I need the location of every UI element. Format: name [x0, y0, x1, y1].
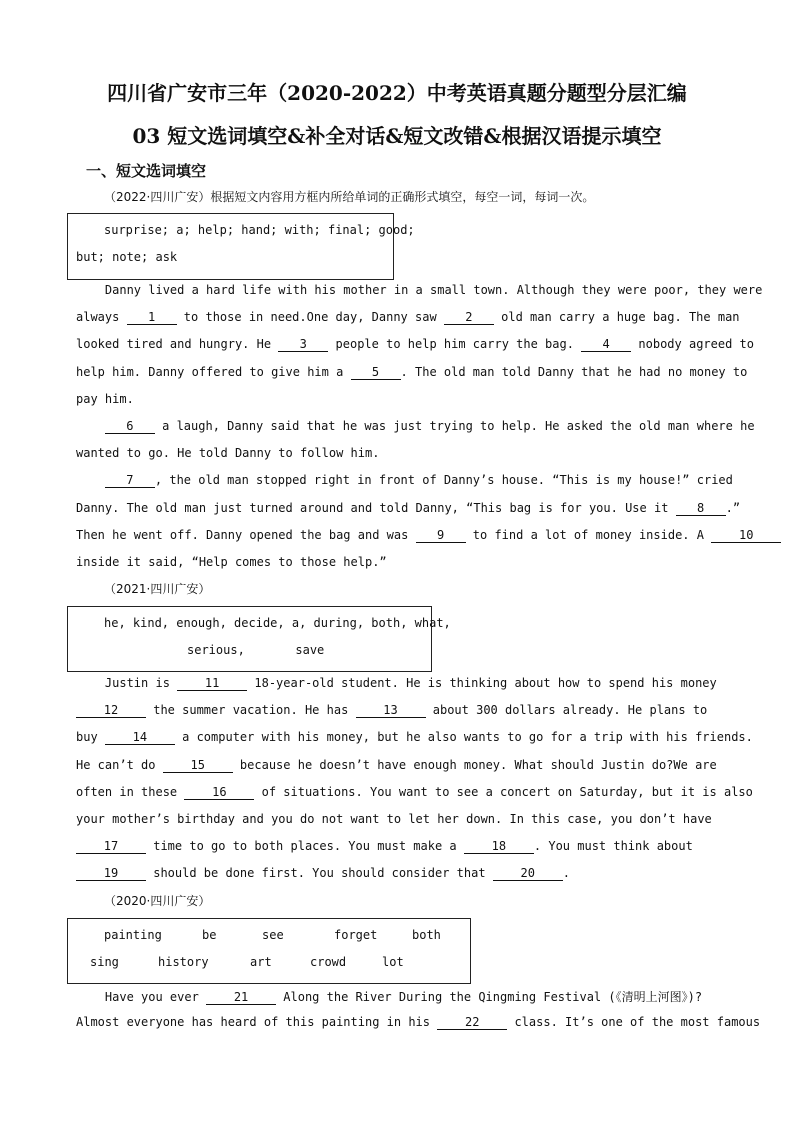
passage-line — [76, 555, 718, 569]
answer-blank[interactable]: 12 — [76, 703, 146, 718]
passage-line — [76, 419, 755, 434]
passage-line — [76, 527, 754, 543]
word-box-2022 — [67, 213, 415, 280]
passage-text: . You must think about — [533, 839, 693, 854]
passage-line — [76, 676, 718, 691]
passage-text: inside it said, “Help comes to those help.” — [76, 555, 387, 569]
answer-blank[interactable]: 10 — [711, 528, 781, 543]
passage-text: Danny. The old man just turned around and told Danny, “This bag is for you. Use it — [76, 500, 676, 515]
answer-blank[interactable]: 5 — [351, 365, 401, 380]
answer-blank[interactable]: 2 — [444, 310, 494, 325]
source-2020: （2020·四川广安） — [104, 894, 211, 908]
word-box-word: painting — [104, 928, 162, 942]
word-box-word: art — [250, 955, 272, 969]
passage-line — [76, 839, 718, 854]
passage-text: . The old man told Danny that he had no money to — [400, 364, 748, 379]
passage-line — [76, 337, 754, 352]
passage-text: Along the River During the Qingming Festival (《清明上河图》)? — [276, 990, 703, 1004]
passage-line — [76, 988, 718, 1005]
answer-blank[interactable]: 8 — [676, 501, 726, 516]
passage-line — [76, 446, 718, 460]
answer-blank[interactable]: 9 — [416, 528, 466, 543]
source-2022: （2022·四川广安）根据短文内容用方框内所给单词的正确形式填空，每空一词，每词一次。 — [104, 190, 595, 204]
answer-blank[interactable]: 4 — [581, 337, 631, 352]
passage-line — [76, 500, 741, 516]
passage-text: class. It’s one of the most famous — [507, 1015, 761, 1030]
passage-line — [76, 1015, 761, 1030]
passage-line — [76, 364, 748, 380]
document-subtitle: 03 短文选词填空&补全对话&短文改错&根据汉语提示填空 — [132, 124, 662, 148]
answer-blank[interactable]: 14 — [105, 730, 175, 745]
passage-text: to those in need.One day, Danny saw — [176, 310, 444, 325]
passage-text: help him. Danny offered to give him a — [76, 364, 351, 379]
passage-text: nobody agreed to — [631, 337, 754, 352]
passage-line — [76, 310, 740, 325]
passage-line — [76, 473, 733, 488]
answer-blank[interactable]: 1 — [127, 310, 177, 325]
passage-text: a laugh, Danny said that he was just trying to help. He asked the old man where he — [154, 419, 755, 433]
word-box-word: crowd — [310, 955, 347, 969]
answer-blank[interactable]: 20 — [493, 866, 563, 881]
passage-text: looked tired and hungry. He — [76, 337, 279, 352]
passage-text: Danny lived a hard life with his mother in a small town. Although they were poor, they were — [76, 283, 763, 297]
passage-text: Justin is — [76, 676, 178, 690]
answer-blank[interactable]: 18 — [464, 839, 534, 854]
word-box-word: history — [158, 955, 209, 969]
section-heading: 一、短文选词填空 — [86, 162, 207, 180]
passage-text: people to help him carry the bag. — [328, 337, 582, 352]
passage-text: to find a lot of money inside. A — [465, 527, 712, 542]
passage-text: Have you ever — [76, 990, 207, 1004]
word-box-2020 — [67, 918, 471, 984]
passage-text: time to go to both places. You must make a — [146, 839, 464, 854]
passage-text: the summer vacation. He has — [146, 703, 356, 718]
passage-text — [76, 473, 105, 487]
answer-blank[interactable]: 15 — [163, 758, 233, 773]
passage-line — [76, 866, 718, 881]
document-title: 四川省广安市三年（2020-2022）中考英语真题分题型分层汇编 — [107, 81, 687, 105]
passage-line — [76, 784, 753, 800]
passage-line — [76, 758, 718, 773]
answer-blank[interactable]: 7 — [105, 473, 155, 488]
passage-line — [76, 730, 753, 745]
answer-blank[interactable]: 3 — [278, 337, 328, 352]
word-box-word: sing — [90, 955, 119, 969]
answer-blank[interactable]: 19 — [76, 866, 146, 881]
passage-text: Almost everyone has heard of this painting in his — [76, 1015, 438, 1030]
word-box-word: both — [412, 928, 441, 942]
word-box-line: serious, save — [187, 643, 325, 657]
answer-blank[interactable]: 17 — [76, 839, 146, 854]
word-box-word: lot — [382, 955, 404, 969]
answer-blank[interactable]: 16 — [184, 785, 254, 800]
passage-line — [76, 283, 763, 297]
passage-text: often in these — [76, 784, 185, 799]
passage-text: .” — [725, 500, 741, 515]
word-box-line: but; note; ask — [76, 250, 178, 264]
word-box-row — [104, 928, 472, 942]
word-box-word: see — [262, 928, 284, 942]
passage-line — [76, 812, 718, 826]
passage-line — [76, 392, 718, 406]
passage-text — [76, 419, 105, 433]
answer-blank[interactable]: 13 — [356, 703, 426, 718]
word-box-word: forget — [334, 928, 378, 942]
passage-text: your mother’s birthday and you do not want to let her down. In this case, you don’t have — [76, 812, 712, 826]
word-box-line: he, kind, enough, decide, a, during, both, what, — [104, 616, 451, 630]
passage-line — [76, 703, 718, 718]
passage-text: because he doesn’t have enough money. What should Justin do?We are — [232, 757, 717, 772]
answer-blank[interactable]: 22 — [437, 1015, 507, 1030]
passage-text: , the old man stopped right in front of Danny’s house. “This is my house!” cried — [154, 473, 733, 488]
answer-blank[interactable]: 11 — [177, 676, 247, 691]
word-box-row — [90, 955, 432, 969]
passage-text: of situations. You want to see a concert on Saturday, but it is also — [254, 784, 753, 799]
passage-text: buy — [76, 730, 105, 745]
source-2021: （2021·四川广安） — [104, 582, 211, 596]
passage-text: . — [562, 866, 571, 881]
passage-text: 18-year-old student. He is thinking about how to spend his money — [247, 676, 717, 690]
word-box-line: surprise; a; help; hand; with; final; good; — [104, 223, 415, 237]
passage-text: wanted to go. He told Danny to follow him. — [76, 446, 380, 461]
passage-text: a computer with his money, but he also wants to go for a trip with his friends. — [174, 730, 753, 745]
word-box-word: be — [202, 928, 217, 942]
passage-text: always — [76, 310, 127, 325]
answer-blank[interactable]: 6 — [105, 419, 155, 434]
passage-text: He can’t do — [76, 757, 163, 772]
passage-text: about 300 dollars already. He plans to — [425, 703, 708, 718]
passage-text: Then he went off. Danny opened the bag and was — [76, 527, 416, 542]
answer-blank[interactable]: 21 — [206, 990, 276, 1005]
passage-text: old man carry a huge bag. The man — [493, 310, 740, 325]
word-box-2021 — [67, 606, 451, 672]
passage-text: should be done first. You should consider that — [146, 866, 493, 881]
passage-text: pay him. — [76, 391, 134, 406]
